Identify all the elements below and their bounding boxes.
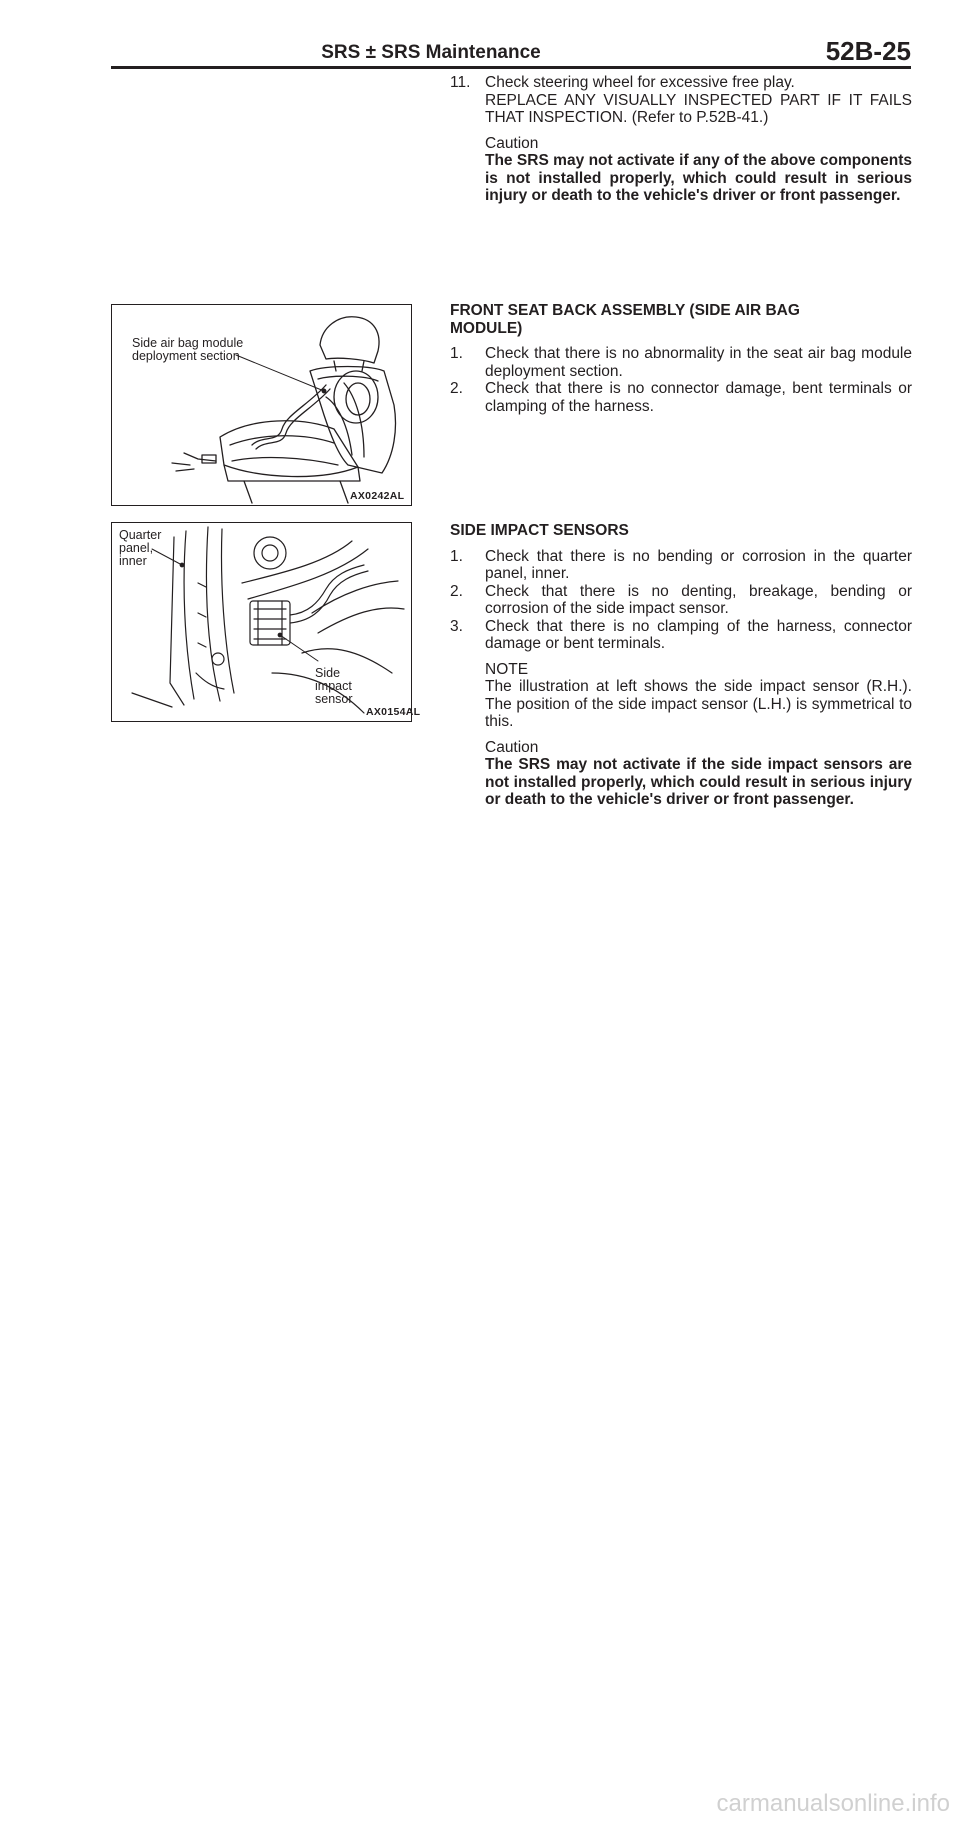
seat-drawing bbox=[112, 305, 411, 505]
quarter-panel-label-line1: Quarter bbox=[119, 528, 162, 542]
item-text: Check that there is no connector damage, bent terminals or clamping of the harness. bbox=[485, 380, 912, 415]
caution-text: The SRS may not activate if the side impact sensors are not installed properly, which could result in serious injury or death to the vehicle's driver or front passenger. bbox=[485, 756, 912, 808]
seat-item bbox=[450, 345, 912, 380]
section-title: SRS ± SRS Maintenance bbox=[321, 42, 541, 63]
watermark-footer: carmanualsonline.info bbox=[716, 1790, 950, 1817]
note-label: NOTE bbox=[485, 660, 529, 678]
replace-instruction: REPLACE ANY VISUALLY INSPECTED PART IF IT FAILS THAT INSPECTION. (Refer to P.52B-41.) bbox=[485, 91, 912, 126]
step-11-block bbox=[450, 74, 912, 205]
sensor-item bbox=[450, 548, 912, 583]
seat-section bbox=[450, 302, 912, 415]
seat-item bbox=[450, 380, 912, 415]
side-impact-sensor-label-line3: sensor bbox=[315, 692, 353, 706]
step-11 bbox=[450, 74, 912, 92]
sensors-section-title: SIDE IMPACT SENSORS bbox=[450, 522, 629, 539]
item-text: Check that there is no bending or corrosion in the quarter panel, inner. bbox=[485, 547, 912, 582]
sensors-section bbox=[450, 522, 912, 809]
sensor-item bbox=[450, 583, 912, 618]
figure-code: AX0154AL bbox=[366, 706, 421, 718]
step-number: 11. bbox=[450, 74, 471, 91]
caution-label: Caution bbox=[485, 738, 539, 756]
side-impact-sensor-label-line2: impact bbox=[315, 679, 352, 693]
item-number: 1. bbox=[450, 547, 463, 565]
item-number: 1. bbox=[450, 345, 463, 362]
page-number: 52B-25 bbox=[825, 36, 911, 66]
step-text: Check steering wheel for excessive free play. bbox=[485, 74, 795, 91]
sensor-illustration bbox=[111, 522, 421, 722]
item-number: 3. bbox=[450, 617, 463, 635]
seat-label-line1: Side air bag module bbox=[132, 336, 244, 350]
figure-code: AX0242AL bbox=[350, 490, 405, 502]
caution-text: The SRS may not activate if any of the above components is not installed properly, which could result in serious injury or death to the vehicle's driver or front passenger. bbox=[485, 152, 912, 204]
seat-label-line2: deployment section bbox=[132, 349, 240, 363]
quarter-panel-label-line2: panel, bbox=[119, 541, 154, 555]
quarter-panel-label-line3: inner bbox=[119, 554, 147, 568]
seat-illustration bbox=[111, 304, 412, 506]
item-text: Check that there is no abnormality in the seat air bag module deployment section. bbox=[485, 345, 912, 380]
sensor-drawing bbox=[112, 523, 411, 721]
item-text: Check that there is no denting, breakage, bending or corrosion of the side impact sensor. bbox=[485, 582, 912, 617]
page-header bbox=[111, 36, 911, 64]
caution-label: Caution bbox=[485, 134, 539, 152]
seat-section-title: FRONT SEAT BACK ASSEMBLY (SIDE AIR BAG MODULE) bbox=[450, 302, 800, 337]
side-impact-sensor-label-line1: Side bbox=[315, 666, 341, 680]
item-text: Check that there is no clamping of the harness, connector damage or bent terminals. bbox=[485, 617, 912, 652]
header-rule bbox=[111, 66, 911, 69]
sensor-item bbox=[450, 618, 912, 653]
note-text: The illustration at left shows the side impact sensor (R.H.). The position of the side impact sensor (L.H.) is symmetrical to this. bbox=[485, 678, 912, 730]
item-number: 2. bbox=[450, 380, 463, 397]
item-number: 2. bbox=[450, 582, 463, 600]
